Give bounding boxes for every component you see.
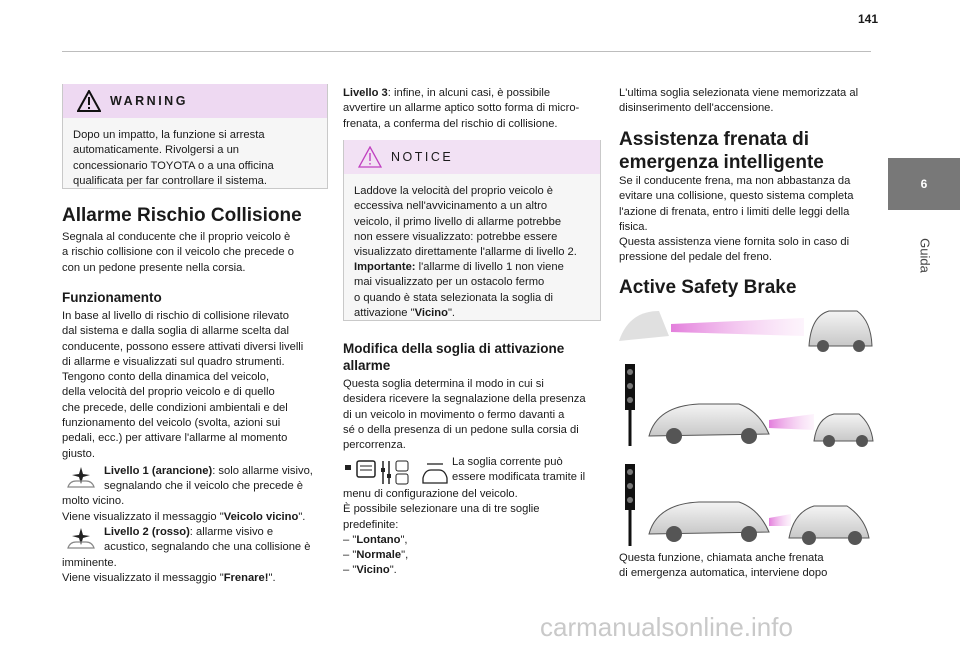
option-vicino: – "Vicino". — [343, 564, 397, 576]
watermark: carmanualsonline.info — [540, 612, 793, 642]
heading-assistenza: Assistenza frenata di emergenza intelligente — [619, 129, 824, 173]
chapter-label: Guida — [917, 238, 933, 273]
warning-title: WARNING — [110, 94, 188, 108]
soglia-text: Questa soglia determina il modo in cui si desidera ricevere la segnalazione della presenza di un veicolo in movimento o fermo davanti a sé o della presenza di un pedone sulla corsia di percorrenza. — [343, 378, 586, 452]
notice-icon — [358, 146, 382, 168]
level2-line3: imminente. — [62, 557, 117, 569]
level1-line1: Livello 1 (arancione): solo allarme visivo, — [104, 465, 313, 477]
option-normale: – "Normale", — [343, 549, 409, 561]
level1-line3: molto vicino. — [62, 495, 125, 507]
notice-text: Laddove la velocità del proprio veicolo è eccessiva nell'avvicinamento a un altro veicolo, il primo livello di allarme potrebbe non essere visualizzato: potrebbe essere visualizzato direttamente l'allarme di livello 2. — [354, 185, 577, 259]
warning-band — [63, 84, 327, 118]
heading-active-safety-brake: Active Safety Brake — [619, 277, 797, 298]
warning-text: Dopo un impatto, la funzione si arresta automaticamente. Rivolgersi a un concessionario TOYOTA o a una officina qualificata per far controllare il sistema. — [73, 129, 274, 187]
level2-line2: acustico, segnalando che una collisione è — [104, 541, 311, 553]
notice-box — [343, 140, 601, 321]
subheading-soglia: Modifica della soglia di attivazione allarme — [343, 341, 565, 373]
collision-alert-icon — [64, 526, 98, 552]
level1-message: Viene visualizzato il messaggio "Veicolo vicino". — [62, 511, 306, 523]
warning-box — [62, 84, 328, 189]
notice-important: Importante: l'allarme di livello 1 non viene mai visualizzato per un ostacolo fermo o quando è stata selezionata la soglia di attivazione "Vicino". — [354, 261, 564, 319]
intro-text: Segnala al conducente che il proprio veicolo è a rischio collisione con il veicolo che precede o con un pedone presente nella corsia. — [62, 231, 294, 274]
warning-icon — [77, 90, 101, 112]
level1-line2: segnalando che il veicolo che precede è — [104, 480, 304, 492]
memory-text: L'ultima soglia selezionata viene memorizzata al disinserimento dell'accensione. — [619, 87, 859, 115]
chapter-tab[interactable]: 6 — [888, 158, 960, 210]
assistenza-text: Se il conducente frena, ma non abbastanza da evitare una collisione, questo sistema completa l'azione di frenata, entro i limiti delle leggi della fisica. Questa assistenza viene fornita solo in caso di pressione del pedale del freno. — [619, 175, 854, 264]
level2-message: Viene visualizzato il messaggio "Frenare!". — [62, 572, 276, 584]
soglia-text-2: menu di configurazione del veicolo. È possibile selezionare una di tre soglie predefinite: — [343, 488, 540, 531]
level2-line1: Livello 2 (rosso): allarme visivo e — [104, 526, 274, 538]
notice-band — [344, 140, 600, 174]
level3-text: Livello 3: infine, in alcuni casi, è possibile avvertire un allarme aptico sotto forma di micro- frenata, a conferma del rischio di collisione. — [343, 87, 580, 130]
subheading-funzionamento: Funzionamento — [62, 290, 162, 305]
active-safety-brake-text: Questa funzione, chiamata anche frenata di emergenza automatica, interviene dopo — [619, 552, 828, 580]
option-lontano: – "Lontano", — [343, 534, 408, 546]
section-heading: Allarme Rischio Collisione — [62, 205, 302, 226]
funzionamento-text: In base al livello di rischio di collisione rilevato dal sistema e dalla soglia di allarme scelta dal conducente, possono essere attivati diversi livelli di allarme e visualizzati sul quadro strumenti. Tengono conto della dinamica del veicolo, della velocità del proprio veicolo e di quello che precede, delle condizioni ambientali e del funzionamento del veicolo (svolta, azioni sui pedali, ecc.) per attivare l'allarme al momento giusto. — [62, 310, 304, 460]
page-number: 141 — [858, 12, 879, 26]
top-rule — [62, 51, 871, 52]
active-safety-brake-illustration — [619, 306, 874, 549]
settings-menu-icons — [343, 458, 448, 488]
notice-title: NOTICE — [391, 150, 454, 164]
collision-alert-icon — [64, 465, 98, 491]
icon-text: La soglia corrente può essere modificata tramite il — [452, 456, 586, 484]
